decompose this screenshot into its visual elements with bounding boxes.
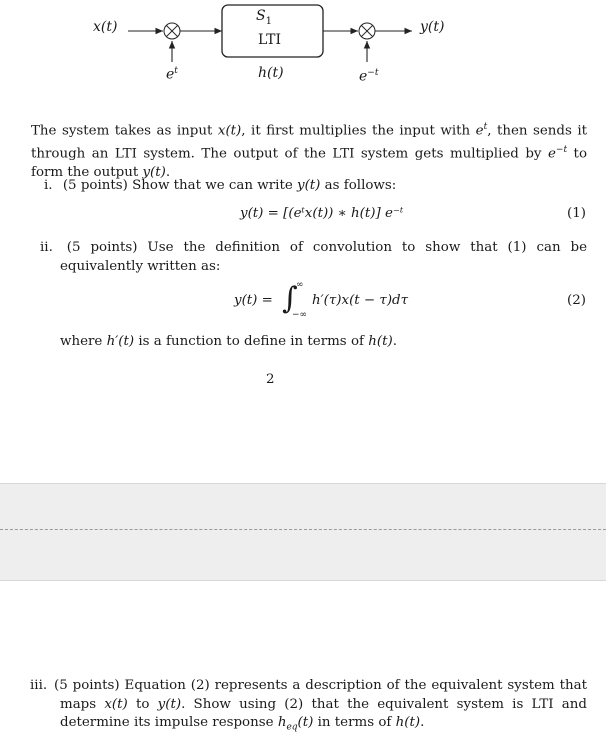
equation-1-number: (1) <box>567 206 586 221</box>
multiplier-2-signal: $e^{-t}$ <box>359 68 379 85</box>
multiplier-1-signal: $e^t$ <box>166 66 178 83</box>
integral-sign-icon: ∫ <box>282 281 298 316</box>
page-break-dashed-line <box>0 529 606 530</box>
equation-2-number: (2) <box>567 293 586 308</box>
output-label: y(t) <box>420 19 445 35</box>
diagram-wires <box>0 0 606 100</box>
equation-1: y(t) = [(eᵗx(t)) ∗ h(t)] e⁻ᵗ <box>240 206 404 221</box>
page-number: 2 <box>266 372 275 387</box>
impulse-response-label: h(t) <box>258 65 284 81</box>
block-diagram <box>0 0 606 100</box>
block-type: LTI <box>258 32 282 48</box>
input-label: x(t) <box>93 19 118 35</box>
question-3: iii. (5 points) Equation (2) represents a description of the equivalent system that maps x(t) to y(t). Show using (2) that the equivalent system is LTI and determine its impulse response $h_{eq}(t)$ in terms of h(t). <box>30 678 587 733</box>
page-break-band <box>0 483 606 581</box>
where-clause: where h′(t) is a function to define in terms of h(t). <box>60 334 397 349</box>
question-2-label: ii. <box>40 240 53 255</box>
intro-paragraph: The system takes as input x(t), it first multiplies the input with $e^t$, then sends it through an LTI system. The output of the LTI system gets multiplied by $e^{-t}$ to form the output y(t). <box>31 122 588 180</box>
question-1: i. (5 points) Show that we can write y(t) as follows: <box>44 178 397 193</box>
lti-block <box>222 5 323 57</box>
question-2: ii. (5 points) Use the definition of convolution to show that (1) can be equivalently written as: <box>40 240 587 274</box>
question-3-label: iii. <box>30 678 48 693</box>
question-1-label: i. <box>44 178 53 193</box>
block-name: $S_1$ <box>256 8 272 27</box>
